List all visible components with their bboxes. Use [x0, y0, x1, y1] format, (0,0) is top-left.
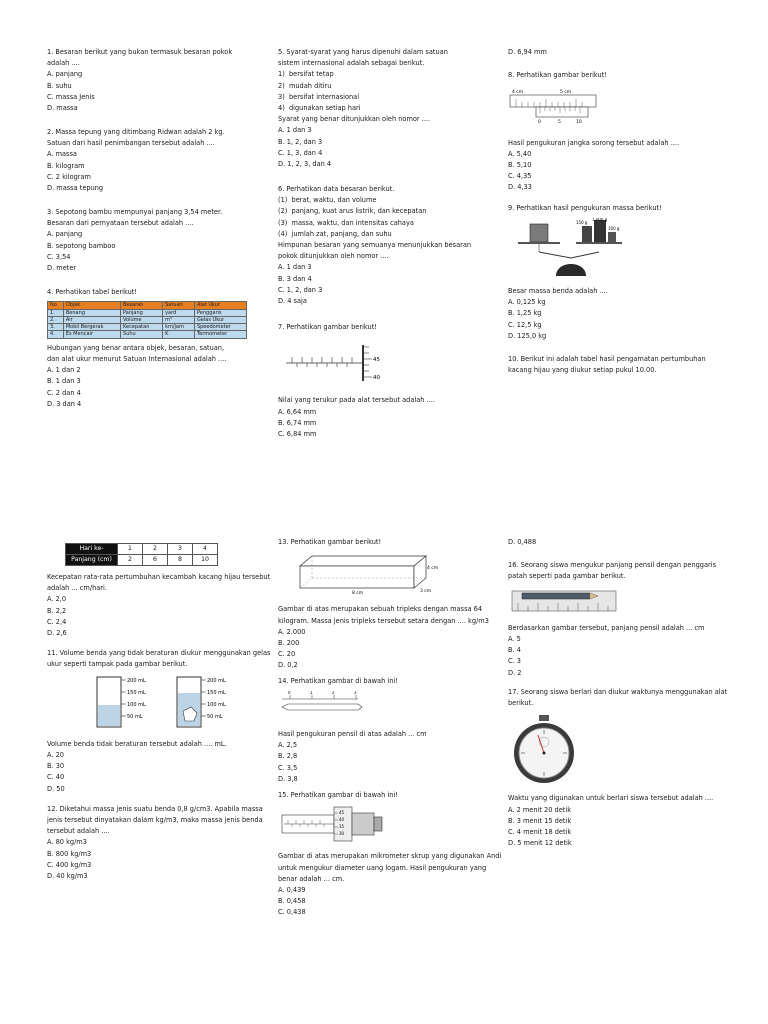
- table-cell: 2: [143, 544, 168, 555]
- option-c[interactable]: C. 12,5 kg: [508, 320, 542, 329]
- option-b[interactable]: B. 0,458: [278, 897, 306, 906]
- stopwatch-icon: [508, 713, 580, 785]
- question-text: 14. Perhatikan gambar di bawah ini!: [278, 676, 398, 685]
- question-7: [278, 322, 503, 440]
- option-d[interactable]: D. meter: [47, 264, 77, 273]
- option-b[interactable]: B. 800 kg/m3: [47, 849, 92, 858]
- question-text-2: Waktu yang digunakan untuk berlari siswa tersebut adalah ....: [508, 794, 714, 803]
- table-header: No: [48, 302, 64, 309]
- table-cell: Kecepatan: [121, 324, 163, 331]
- scale-label: 50 mL: [127, 713, 143, 720]
- question-text: 6. Perhatikan data besaran berikut. (1) berat, waktu, dan volume (2) panjang, kuat arus listrik, dan kecepatan (3) massa, waktu, dan intensitas cahaya (4) jumlah zat, panjang, dan suhu Himpunan besaran yang semuanya menunjukkan besaran pokok ditunjukkan oleh nomor ....: [278, 185, 472, 261]
- scale-label: 200 mL: [207, 677, 226, 684]
- dimension-label: 8 cm: [352, 591, 364, 597]
- option-d[interactable]: D. 6,94 mm: [508, 48, 547, 56]
- broken-ruler-figure: [510, 587, 620, 615]
- option-b[interactable]: B. 1, 2, dan 3: [278, 137, 323, 146]
- option-c[interactable]: C. 4 menit 18 detik: [508, 828, 572, 837]
- scale-label: 35: [339, 824, 345, 830]
- question-text: 2. Massa tepung yang ditimbang Ridwan adalah 2 kg. Satuan dari hasil penimbangan tersebut adalah ....: [47, 128, 225, 148]
- option-c[interactable]: C. 2,4: [47, 617, 67, 626]
- option-a[interactable]: A. massa: [47, 150, 77, 159]
- option-b[interactable]: B. sepotong bamboo: [47, 241, 116, 250]
- table-cell: Es Mencair: [63, 331, 120, 338]
- question-text-2: Nilai yang terukur pada alat tersebut adalah ....: [278, 396, 435, 405]
- scale-label: 45: [339, 810, 345, 816]
- option-a[interactable]: A. 2,5: [278, 741, 298, 750]
- option-b[interactable]: B. 1 dan 3: [47, 377, 81, 386]
- question-text: 10. Berikut ini adalah tabel hasil pengamatan pertumbuhan kacang hijau yang diukur setiap pukul 10.00.: [508, 355, 706, 375]
- table-row: [48, 324, 247, 331]
- question-text-2: Volume benda tidak beraturan tersebut adalah .... mL.: [47, 739, 227, 748]
- option-d[interactable]: D. 0,488: [508, 538, 537, 546]
- dimension-label: 4 cm: [427, 566, 439, 572]
- balance-scale-figure: [516, 218, 626, 278]
- option-a[interactable]: A. panjang: [47, 230, 83, 239]
- table-cell: Panjang: [121, 309, 163, 316]
- table-cell: Gelas Ukur: [194, 316, 246, 323]
- table-header: Satuan: [163, 302, 195, 309]
- question-text: 5. Syarat-syarat yang harus dipenuhi dalam satuan sistem internasional adalah sebagai berikut. 1) bersifat tetap 2) mudah ditiru 3) bersifat internasional 4) digunakan setiap hari Syarat yang benar ditunjukkan oleh nomor ....: [278, 48, 448, 124]
- question-10: [508, 354, 728, 376]
- option-d[interactable]: D. 125,0 kg: [508, 331, 547, 340]
- pencil-ruler-figure: [278, 691, 368, 721]
- option-d[interactable]: D. 3,8: [278, 774, 298, 783]
- scale-label: 40: [339, 817, 345, 823]
- option-c[interactable]: C. 1, 2, dan 3: [278, 285, 323, 294]
- question-3: [47, 207, 267, 274]
- dimension-label: 3 cm: [420, 589, 432, 595]
- tick-label: 3: [354, 690, 357, 695]
- option-a[interactable]: A. 2.000: [278, 627, 306, 636]
- table-cell: 1.: [48, 309, 64, 316]
- table-cell: Speedometer: [194, 324, 246, 331]
- scale-label: 150 mL: [207, 689, 226, 696]
- question-text-2: Besar massa benda adalah ....: [508, 287, 608, 296]
- question-text: 8. Perhatikan gambar berikut!: [508, 71, 607, 80]
- question-text: 1. Besaran berikut yang bukan termasuk besaran pokok adalah ....: [47, 48, 233, 68]
- question-text: 12. Diketahui massa jenis suatu benda 0,8 g/cm3. Apabila massa jenis tersebut dinyatakan dalam kg/m3, maka massa jenis benda tersebut adalah ....: [47, 804, 263, 836]
- option-c[interactable]: C. 4,35: [508, 172, 532, 181]
- table-cell: 6: [143, 555, 168, 566]
- table-cell: km/jam: [163, 324, 195, 331]
- table-header: Besaran: [121, 302, 163, 309]
- question-text: 7. Perhatikan gambar berikut!: [278, 323, 377, 331]
- question-text-2: Berdasarkan gambar tersebut, panjang pensil adalah ... cm: [508, 623, 705, 632]
- scale-label: 5: [558, 120, 561, 126]
- option-c[interactable]: C. 20: [278, 650, 296, 659]
- scale-label: 30: [339, 831, 345, 837]
- option-b[interactable]: B. 2,8: [278, 752, 298, 761]
- option-b[interactable]: B. 30: [47, 762, 65, 771]
- option-c[interactable]: C. 1, 3, dan 4: [278, 148, 323, 157]
- table-cell: Benang: [63, 309, 120, 316]
- option-b[interactable]: B. 2,2: [47, 606, 67, 615]
- option-a[interactable]: A. 1 dan 3: [278, 263, 312, 272]
- option-a[interactable]: A. 5,40: [508, 149, 532, 158]
- table-header: Objek: [63, 302, 120, 309]
- scale-label: 5 cm: [560, 90, 572, 96]
- table-header: Panjang (cm): [66, 555, 118, 566]
- option-b[interactable]: B. kilogram: [47, 161, 85, 170]
- option-c[interactable]: C. 2 kilogram: [47, 172, 91, 181]
- option-c[interactable]: C. 3,5: [278, 763, 298, 772]
- table-cell: K: [163, 331, 195, 338]
- option-a[interactable]: A. 2 menit 20 detik: [508, 805, 572, 814]
- table-header: Hari ke-: [66, 544, 118, 555]
- scale-label: 150 mL: [127, 689, 146, 696]
- tick-label: 2: [332, 690, 335, 695]
- question-4: [47, 287, 267, 410]
- option-b[interactable]: B. 5,10: [508, 161, 532, 170]
- option-a[interactable]: A. 2,0: [47, 595, 67, 604]
- scale-label: 45: [373, 357, 380, 364]
- question-text: 3. Sepotong bambu mempunyai panjang 3,54 meter. Besaran dari pernyataan tersebut adalah ....: [47, 208, 223, 228]
- question-14: [278, 676, 503, 785]
- table-cell: Volume: [121, 316, 163, 323]
- table-cell: yard: [163, 309, 195, 316]
- option-c[interactable]: C. 400 kg/m3: [47, 860, 92, 869]
- table-cell: 2.: [48, 316, 64, 323]
- question-12: [47, 804, 272, 882]
- option-a[interactable]: A. 80 kg/m3: [47, 838, 87, 847]
- table-cell: 4: [193, 544, 218, 555]
- column-2-lower: [278, 537, 503, 919]
- table-cell: 3.: [48, 324, 64, 331]
- option-d[interactable]: D. 0,2: [278, 661, 298, 670]
- question-6: [278, 184, 503, 307]
- question-17: [508, 687, 730, 850]
- option-b[interactable]: B. 4: [508, 646, 521, 655]
- option-b[interactable]: B. 3 menit 15 detik: [508, 816, 572, 825]
- option-d[interactable]: D. 50: [47, 784, 65, 793]
- option-c[interactable]: C. 2 dan 4: [47, 388, 81, 397]
- question-1: [47, 47, 267, 114]
- table-cell: Penggaris: [194, 309, 246, 316]
- question-text-2: Hubungan yang benar antara objek, besaran, satuan, dan alat ukur menurut Satuan Internasional adalah ....: [47, 343, 227, 363]
- question-11: [47, 648, 272, 795]
- table-row: [66, 555, 218, 566]
- scale-label: 100 mL: [207, 701, 226, 708]
- option-b[interactable]: B. 3 dan 4: [278, 274, 312, 283]
- table-cell: 3: [168, 544, 193, 555]
- option-a[interactable]: A. 20: [47, 751, 64, 760]
- question-16: [508, 560, 730, 679]
- growth-table: [65, 543, 218, 566]
- option-a[interactable]: A. 6,64 mm: [278, 407, 317, 416]
- scale-label: 200 mL: [127, 677, 146, 684]
- weight-label: 150 g: [576, 219, 588, 225]
- question-text: Kecepatan rata-rata pertumbuhan kecambah kacang hijau tersebut adalah ... cm/hari.: [47, 573, 271, 593]
- scale-label: 0: [538, 120, 541, 126]
- micrometer-figure: [282, 337, 392, 387]
- question-text-2: Hasil pengukuran pensil di atas adalah ... cm: [278, 730, 427, 739]
- scale-label: 4 cm: [512, 90, 524, 96]
- option-d[interactable]: D. 1, 2, 3, dan 4: [278, 160, 332, 169]
- table-cell: Suhu: [121, 331, 163, 338]
- option-a[interactable]: A. 1 dan 2: [47, 366, 81, 375]
- question-text: 17. Seorang siswa berlari dan diukur waktunya menggunakan alat berikut.: [508, 687, 728, 708]
- question-text: 15. Perhatikan gambar di bawah ini!: [278, 791, 398, 800]
- option-c[interactable]: C. 3,54: [47, 252, 71, 261]
- table-cell: 4.: [48, 331, 64, 338]
- question-text-2: Gambar di atas merupakan sebuah tripleks dengan massa 64 kilogram. Massa jenis tripleks tersebut setara dengan .... kg/m3: [278, 605, 489, 625]
- option-d[interactable]: D. 4 saja: [278, 297, 307, 306]
- weight-label: 1.000 g: [592, 217, 608, 223]
- table-header-row: [48, 302, 247, 309]
- caliper-figure: [508, 85, 598, 129]
- table-cell: m³: [163, 316, 195, 323]
- option-a[interactable]: A. 5: [508, 635, 521, 644]
- option-a[interactable]: A. 0,125 kg: [508, 298, 546, 307]
- option-b[interactable]: B. 1,25 kg: [508, 309, 542, 318]
- scale-label: 100 mL: [127, 701, 146, 708]
- question-15: [278, 790, 503, 919]
- table-cell: Air: [63, 316, 120, 323]
- data-table: [47, 301, 247, 338]
- table-row: [66, 544, 218, 555]
- column-3-lower: [508, 537, 730, 849]
- question-text: 9. Perhatikan hasil pengukuran massa berikut!: [508, 203, 662, 212]
- table-cell: 2: [118, 555, 143, 566]
- option-b[interactable]: B. 6,74 mm: [278, 418, 317, 427]
- scale-label: 50 mL: [207, 713, 223, 720]
- scale-label: 10: [576, 120, 582, 126]
- question-5: [278, 47, 503, 170]
- table-header: Alat Ukur: [194, 302, 246, 309]
- option-d[interactable]: D. massa tepung: [47, 184, 104, 193]
- question-text-2: Gambar di atas merupakan mikrometer skrup yang digunakan Andi untuk mengukur diameter uang logam. Hasil pengukuran yang benar adalah ... cm.: [278, 852, 502, 883]
- tick-label: 1: [310, 690, 313, 695]
- option-d[interactable]: D. 40 kg/m3: [47, 872, 88, 881]
- question-text: 13. Perhatikan gambar berikut!: [278, 538, 382, 546]
- option-a[interactable]: A. 0,439: [278, 886, 306, 895]
- table-row: [48, 316, 247, 323]
- table-row: [48, 309, 247, 316]
- scale-label: 40: [373, 375, 380, 382]
- tick-label: 0: [288, 690, 291, 695]
- measuring-cylinder-figure: [93, 675, 243, 731]
- option-b[interactable]: B. suhu: [47, 81, 72, 90]
- option-c[interactable]: C. 0,438: [278, 908, 306, 917]
- question-8: [508, 70, 728, 193]
- table-cell: 10: [193, 555, 218, 566]
- tripleks-box-figure: [296, 552, 446, 596]
- table-cell: Termometer: [194, 331, 246, 338]
- option-d[interactable]: D. 4,33: [508, 183, 532, 192]
- question-text: 11. Volume benda yang tidak beraturan diukur menggunakan gelas ukur seperti tampak pada gambar berikut.: [47, 649, 271, 669]
- table-row: [48, 331, 247, 338]
- option-d[interactable]: D. 3 dan 4: [47, 399, 82, 408]
- option-d[interactable]: D. 5 menit 12 detik: [508, 839, 572, 848]
- question-2: [47, 127, 267, 194]
- option-d[interactable]: D. massa: [47, 104, 78, 113]
- question-text-2: Hasil pengukuran jangka sorong tersebut adalah ....: [508, 138, 680, 147]
- question-9: [508, 203, 728, 342]
- question-10-continued: [47, 572, 272, 639]
- question-13: [278, 537, 503, 672]
- table-cell: 1: [118, 544, 143, 555]
- micrometer-screw-figure: [278, 805, 388, 843]
- option-c[interactable]: C. 6,84 mm: [278, 430, 317, 439]
- table-cell: Mobil Bergerak: [63, 324, 120, 331]
- option-c[interactable]: C. massa Jenis: [47, 92, 95, 101]
- option-c[interactable]: C. 40: [47, 773, 65, 782]
- question-text: 4. Perhatikan tabel berikut!: [47, 288, 138, 296]
- weight-label: 100 g: [608, 225, 620, 231]
- table-cell: 8: [168, 555, 193, 566]
- option-d[interactable]: D. 2,6: [47, 629, 67, 638]
- option-a[interactable]: A. panjang: [47, 70, 83, 79]
- question-text: 16. Seorang siswa mengukur panjang pensil dengan penggaris patah seperti pada gambar berikut.: [508, 561, 717, 581]
- column-3-upper: [508, 47, 728, 376]
- option-d[interactable]: D. 2: [508, 668, 522, 677]
- option-b[interactable]: B. 200: [278, 639, 300, 648]
- column-1-lower: [47, 541, 272, 882]
- option-a[interactable]: A. 1 dan 3: [278, 126, 312, 135]
- option-c[interactable]: C. 3: [508, 657, 521, 666]
